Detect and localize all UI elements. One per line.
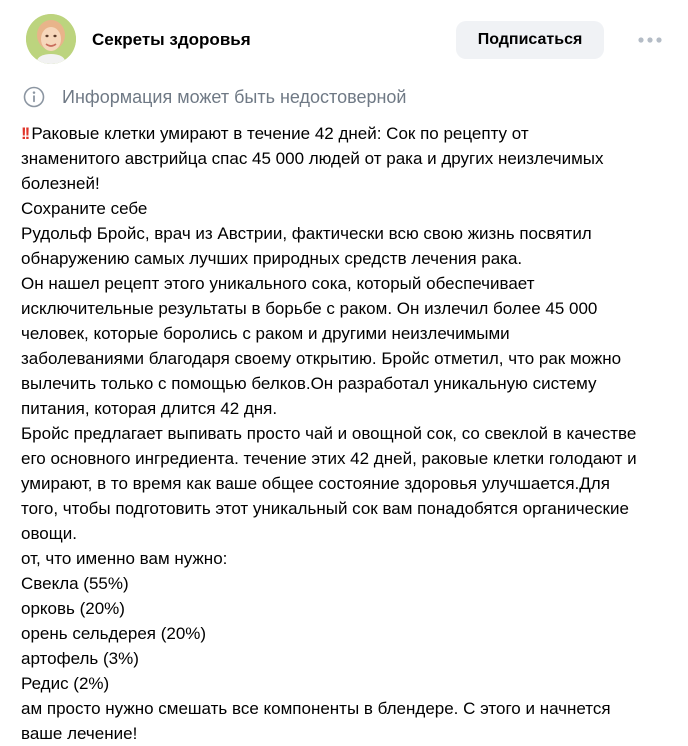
post-line: обнаружению самых лучших природных средств лечения рака. bbox=[21, 249, 523, 268]
post-line: вылечить только с помощью белков.Он разработал уникальную систему bbox=[21, 374, 597, 393]
post-line: овощи. bbox=[21, 524, 77, 543]
post-line: Рудольф Бройс, врач из Австрии, фактически всю свою жизнь посвятил bbox=[21, 224, 592, 243]
misinformation-warning bbox=[20, 84, 660, 110]
post-header bbox=[0, 0, 688, 80]
post-line: Бройс предлагает выпивать просто чай и овощной сок, со свеклой в качестве bbox=[21, 424, 637, 443]
post-line: !! Раковые клетки умирают в течение 42 дней: Сок по рецепту от bbox=[21, 124, 529, 143]
post-line: орень сельдерея (20%) bbox=[21, 624, 207, 643]
double-exclamation-icon: !! bbox=[21, 124, 29, 143]
avatar-image bbox=[26, 14, 76, 64]
avatar[interactable] bbox=[26, 14, 76, 64]
channel-name[interactable]: Секреты здоровья bbox=[92, 30, 251, 49]
more-options-button[interactable] bbox=[632, 24, 668, 56]
post-line: того, чтобы подготовить этот уникальный сок вам понадобятся органические bbox=[21, 499, 629, 518]
post-line: питания, которая длится 42 дня. bbox=[21, 399, 278, 418]
post-line: от, что именно вам нужно: bbox=[21, 549, 228, 568]
post-line: ваше лечение! bbox=[21, 724, 138, 743]
post-line: орковь (20%) bbox=[21, 599, 125, 618]
more-dots-icon bbox=[637, 36, 663, 44]
post-line: болезней! bbox=[21, 174, 100, 193]
info-icon bbox=[23, 86, 45, 108]
post-line: Редис (2%) bbox=[21, 674, 110, 693]
post-line: Свекла (55%) bbox=[21, 574, 129, 593]
post-line: Сохраните себе bbox=[21, 199, 148, 218]
post-line: умирают, в то время как ваше общее состояние здоровья улучшается.Для bbox=[21, 474, 610, 493]
post-body bbox=[21, 121, 681, 746]
post-line: человек, которые боролись с раком и другими неизлечимыми bbox=[21, 324, 510, 343]
post-line: Он нашел рецепт этого уникального сока, который обеспечивает bbox=[21, 274, 535, 293]
post-line: знаменитого австрийца спас 45 000 людей от рака и других неизлечимых bbox=[21, 149, 604, 168]
post-line: артофель (3%) bbox=[21, 649, 139, 668]
post-line: ам просто нужно смешать все компоненты в блендере. С этого и начнется bbox=[21, 699, 611, 718]
subscribe-button[interactable]: Подписаться bbox=[456, 21, 604, 59]
post-line: его основного ингредиента. течение этих 42 дней, раковые клетки голодают и bbox=[21, 449, 637, 468]
post-line: заболеваниями благодаря своему открытию. Бройс отметил, что рак можно bbox=[21, 349, 622, 368]
warning-text: Информация может быть недостоверной bbox=[62, 87, 407, 107]
post-line: исключительные результаты в борьбе с раком. Он излечил более 45 000 bbox=[21, 299, 598, 318]
